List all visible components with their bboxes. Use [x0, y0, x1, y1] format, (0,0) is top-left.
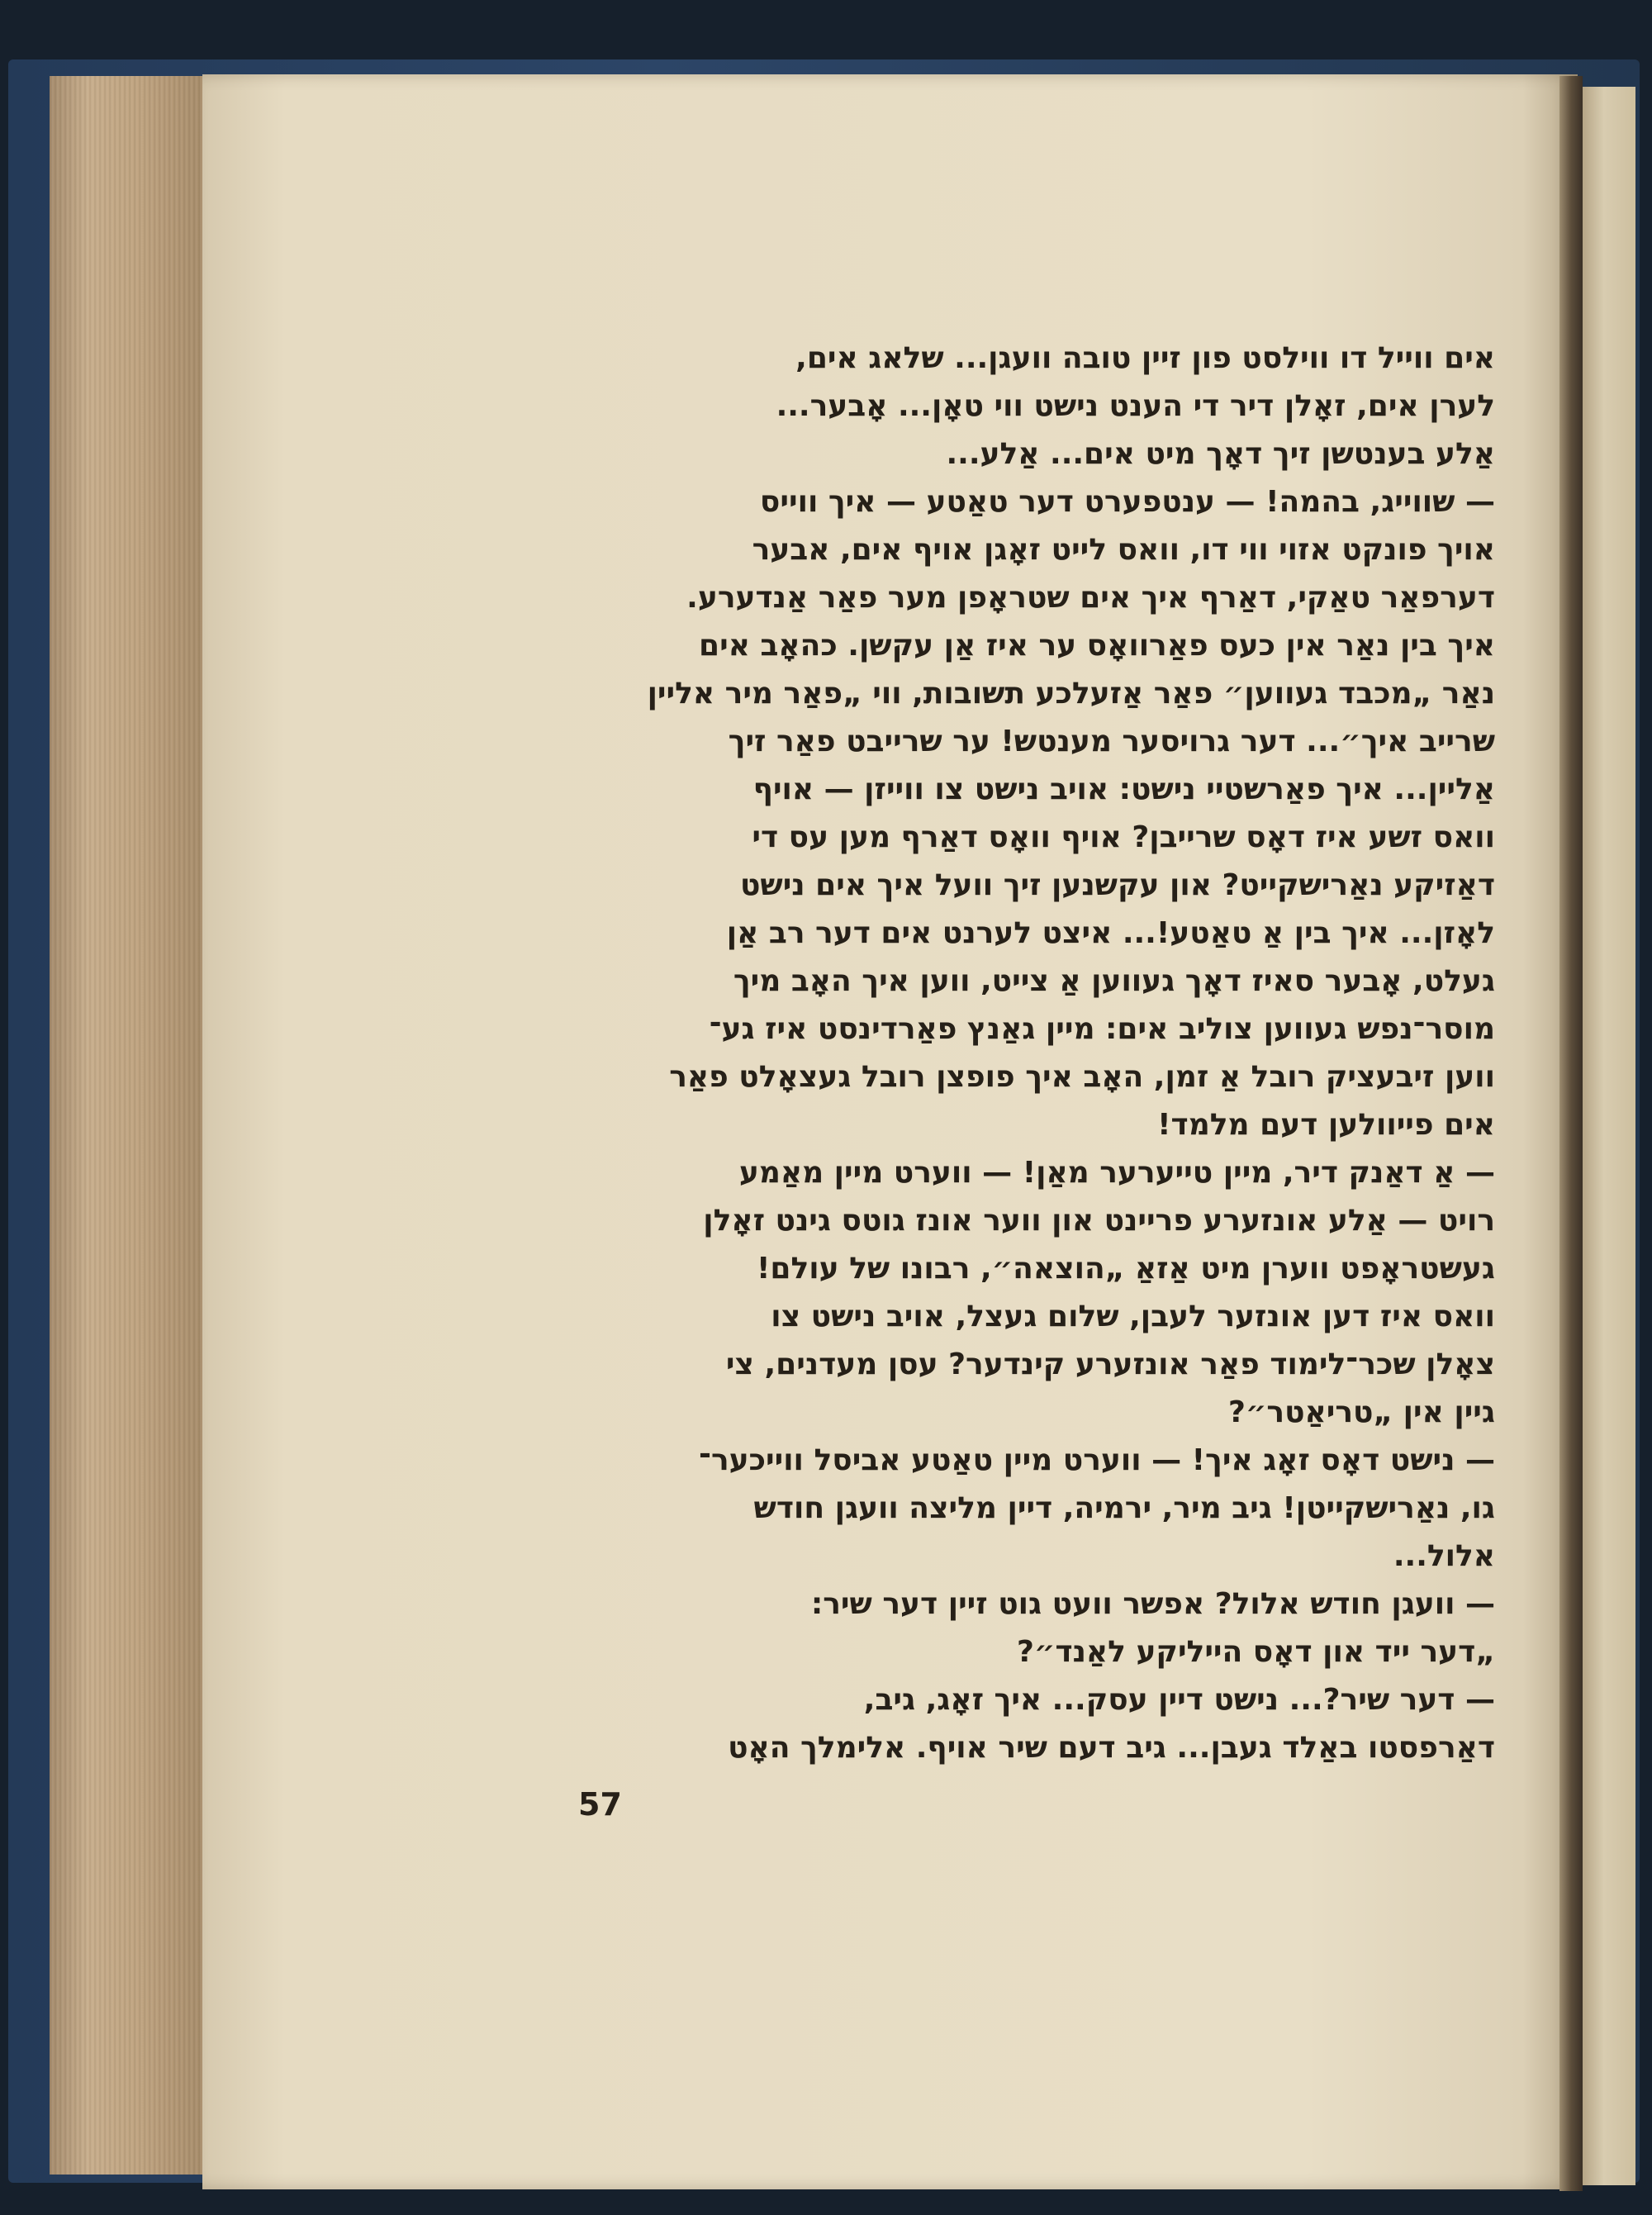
text-line: ווען זיבעציק רובל אַ זמן, האָב איך פופצן רובל געצאָלט פאַר: [669, 1060, 1495, 1094]
text-line: אים ווייל דו ווילסט פון זיין טובה וועגן... שלאג אים,: [795, 341, 1495, 375]
text-line: דערפאַר טאַקי, דאַרף איך אים שטראָפן מער פאַר אַנדערע.: [686, 581, 1495, 615]
text-line: גו, נאַרישקייטן! גיב מיר, ירמיה, דיין מליצה וועגן חודש: [753, 1491, 1495, 1525]
text-line: — דער שיר?... נישט דיין עסק... איך זאָג, גיב,: [863, 1683, 1495, 1717]
text-line: שרייב איך״... דער גרויסער מענטש! ער שרייבט פאַר זיך: [728, 725, 1495, 758]
book-gutter: [1559, 76, 1583, 2191]
text-line: אַליין... איך פאַרשטיי נישט: אויב נישט צו ווייזן — אויף: [752, 772, 1495, 806]
text-line: צאָלן שכר־לימוד פאַר אונזערע קינדער? עסן מעדנים, צי: [725, 1348, 1495, 1381]
text-line: — נישט דאָס זאָג איך! — ווערט מיין טאַטע אביסל ווייכער־: [699, 1443, 1495, 1477]
text-line: דאַרפסטו באַלד געבן... גיב דעם שיר אויף. אלימלך האָט: [728, 1731, 1495, 1765]
text-line: געשטראָפט ווערן מיט אַזאַ „הוצאה״, רבונו של עולם!: [757, 1252, 1495, 1286]
text-line: — שווייג, בהמה! — ענטפערט דער טאַטע — איך ווייס: [759, 485, 1495, 519]
text-line: איך בין נאַר אין כעס פאַרוואָס ער איז אַן עקשן. כהאָב אים: [699, 629, 1495, 663]
text-line: דאַזיקע נאַרישקייט? און עקשנען זיך וועל איך אים נישט: [739, 868, 1495, 902]
text-line: גיין אין „טריאַטר״?: [1227, 1395, 1495, 1429]
page-edges: [50, 76, 204, 2175]
text-line: רויט — אַלע אונזערע פריינט און ווער אונז גוטס גינט זאָלן: [703, 1204, 1495, 1238]
text-line: אַלע בענטשן זיך דאָך מיט אים... אַלע...: [946, 437, 1495, 471]
text-line: נאַר „מכבד געווען״ פאַר אַזעלכע תשובות, ווי „פאַר מיר אליין: [647, 677, 1495, 711]
text-line: אים פייוולען דעם מלמד!: [1157, 1108, 1495, 1142]
text-line: — אַ דאַנק דיר, מיין טייערער מאַן! — ווערט מיין מאַמע: [738, 1156, 1495, 1190]
yiddish-text-block: [545, 335, 1495, 1772]
text-line: לערן אים, זאָלן דיר די הענט נישט ווי טאָן... אָבער...: [776, 389, 1495, 423]
text-line: לאָזן... איך בין אַ טאַטע!... איצט לערנט אים דער רב אַן: [726, 916, 1495, 950]
text-line: אלול...: [1393, 1539, 1495, 1573]
text-line: וואס זשע איז דאָס שרייבן? אויף וואָס דאַרף מען עס די: [752, 820, 1495, 854]
text-line: מוסר־נפש געווען צוליב אים: מיין גאַנץ פאַרדינסט איז גע־: [709, 1012, 1495, 1046]
text-line: אויך פונקט אזוי ווי דו, וואס לייט זאָגן אויף אים, אבער: [752, 533, 1495, 567]
text-line: געלט, אָבער סאיז דאָך געווען אַ צייט, ווען איך האָב מיך: [733, 964, 1495, 998]
text-line: וואס איז דען אונזער לעבן, שלום געצל, אויב נישט צו: [771, 1300, 1495, 1333]
text-line: — וועגן חודש אלול? אפשר וועט גוט זיין דער שיר:: [810, 1587, 1495, 1621]
page-number: 57: [578, 1786, 622, 1823]
facing-page-edge: [1583, 87, 1635, 2185]
text-line: „דער ייד און דאָס הייליקע לאַנד״?: [1017, 1635, 1495, 1669]
